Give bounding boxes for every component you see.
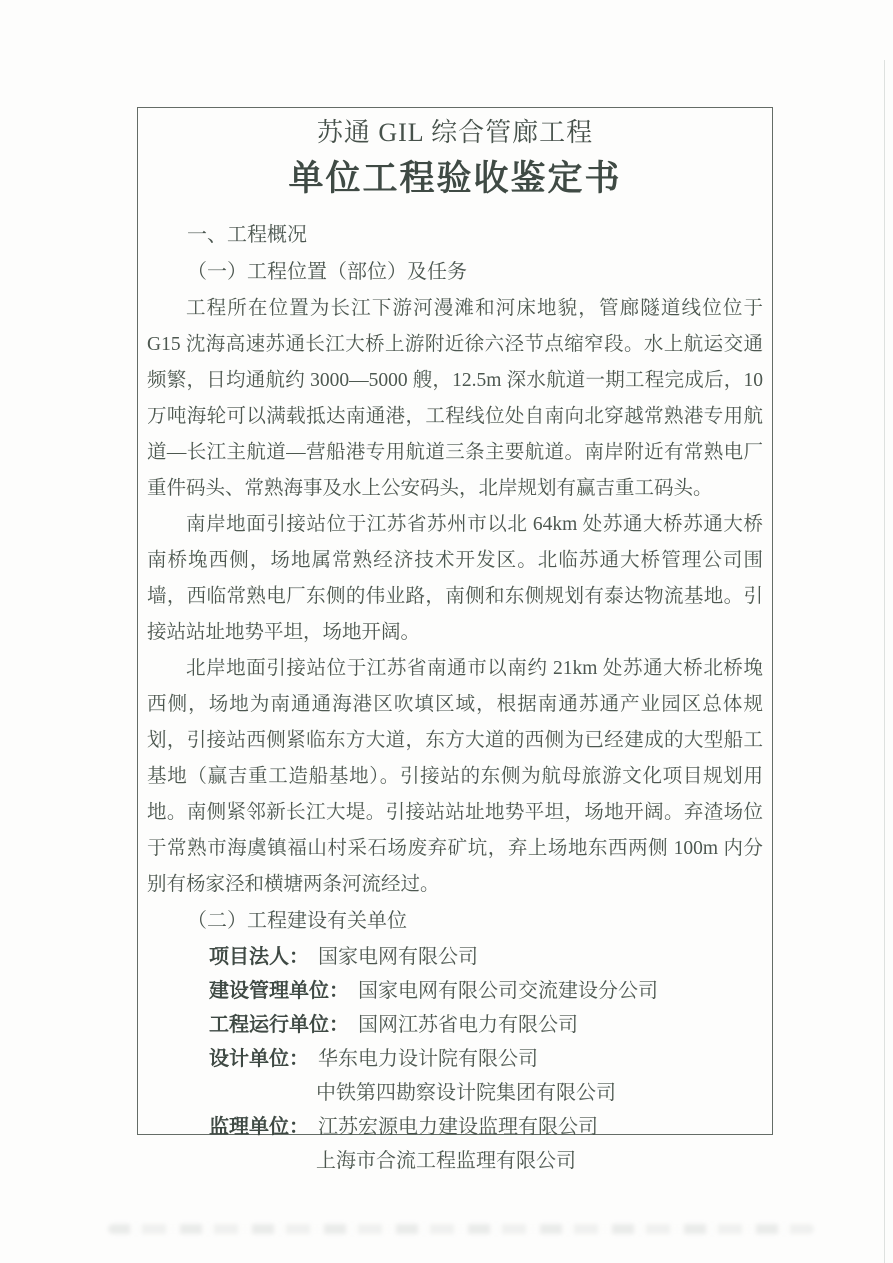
document-title: 单位工程验收鉴定书: [288, 159, 622, 198]
unit-value: 国家电网有限公司交流建设分公司: [358, 980, 658, 1002]
unit-row-construction-management: [147, 974, 763, 1008]
paragraph-south-bank-station: 南岸地面引接站位于江苏省苏州市以北 64km 处苏通大桥苏通大桥南桥堍西侧，场地属常熟经济技术开发区。北临苏通大桥管理公司围墙，西临常熟电厂东侧的伟业路，南侧和东侧规划有泰达物流基地。引接站站址地势平坦，场地开阔。: [147, 514, 763, 643]
unit-row-supervision: [147, 1110, 763, 1144]
scan-edge-artifact: [884, 60, 885, 1263]
paragraph-project-location: 工程所在位置为长江下游河漫滩和河床地貌，管廊隧道线位位于 G15 沈海高速苏通长江大桥上游附近徐六泾节点缩窄段。水上航运交通频繁，日均通航约 3000—5000 艘，12.5m 深水航道一期工程完成后，10 万吨海轮可以满载抵达南通港，工程线位处自南向北穿越常熟港专用航道—长江主航道—营船港专用航道三条主要航道。南岸附近有常熟电厂重件码头、常熟海事及水上公安码头，北岸规划有赢吉重工码头。: [147, 298, 763, 499]
unit-label: 监理单位：: [209, 1116, 309, 1138]
unit-row-operation: [147, 1008, 763, 1042]
unit-row-design: [147, 1042, 763, 1076]
unit-value: 中铁第四勘察设计院集团有限公司: [316, 1082, 616, 1104]
unit-row-supervision-secondary: [147, 1144, 763, 1178]
unit-value: 江苏宏源电力建设监理有限公司: [318, 1116, 598, 1138]
unit-label: 项目法人：: [209, 946, 309, 968]
page-bleed-through-artifact: [108, 1224, 814, 1234]
unit-value: 华东电力设计院有限公司: [318, 1048, 538, 1070]
unit-label: 工程运行单位：: [209, 1014, 349, 1036]
unit-value: 国网江苏省电力有限公司: [358, 1014, 578, 1036]
unit-label: 设计单位：: [209, 1048, 309, 1070]
paragraph-north-bank-station: 北岸地面引接站位于江苏省南通市以南约 21km 处苏通大桥北桥堍西侧，场地为南通通海港区吹填区域，根据南通苏通产业园区总体规划，引接站西侧紧临东方大道，东方大道的西侧为已经建成的大型船工基地（赢吉重工造船基地）。引接站的东侧为航母旅游文化项目规划用地。南侧紧邻新长江大堤。引接站站址地势平坦，场地开阔。弃渣场位于常熟市海虞镇福山村采石场废弃矿坑，弃上场地东西两侧 100m 内分别有杨家泾和横塘两条河流经过。: [147, 658, 763, 895]
unit-row-design-secondary: [147, 1076, 763, 1110]
unit-value: 上海市合流工程监理有限公司: [316, 1150, 576, 1172]
subsection-heading-units: （二）工程建设有关单位: [187, 910, 407, 932]
document-border-frame: [137, 107, 773, 1172]
unit-value: 国家电网有限公司: [318, 946, 478, 968]
section-heading-overview: 一、工程概况: [187, 224, 307, 246]
subsection-heading-location: （一）工程位置（部位）及任务: [187, 261, 467, 283]
unit-label: 建设管理单位：: [209, 980, 349, 1002]
unit-row-legal-person: [147, 940, 763, 974]
project-title: 苏通 GIL 综合管廊工程: [316, 118, 594, 147]
